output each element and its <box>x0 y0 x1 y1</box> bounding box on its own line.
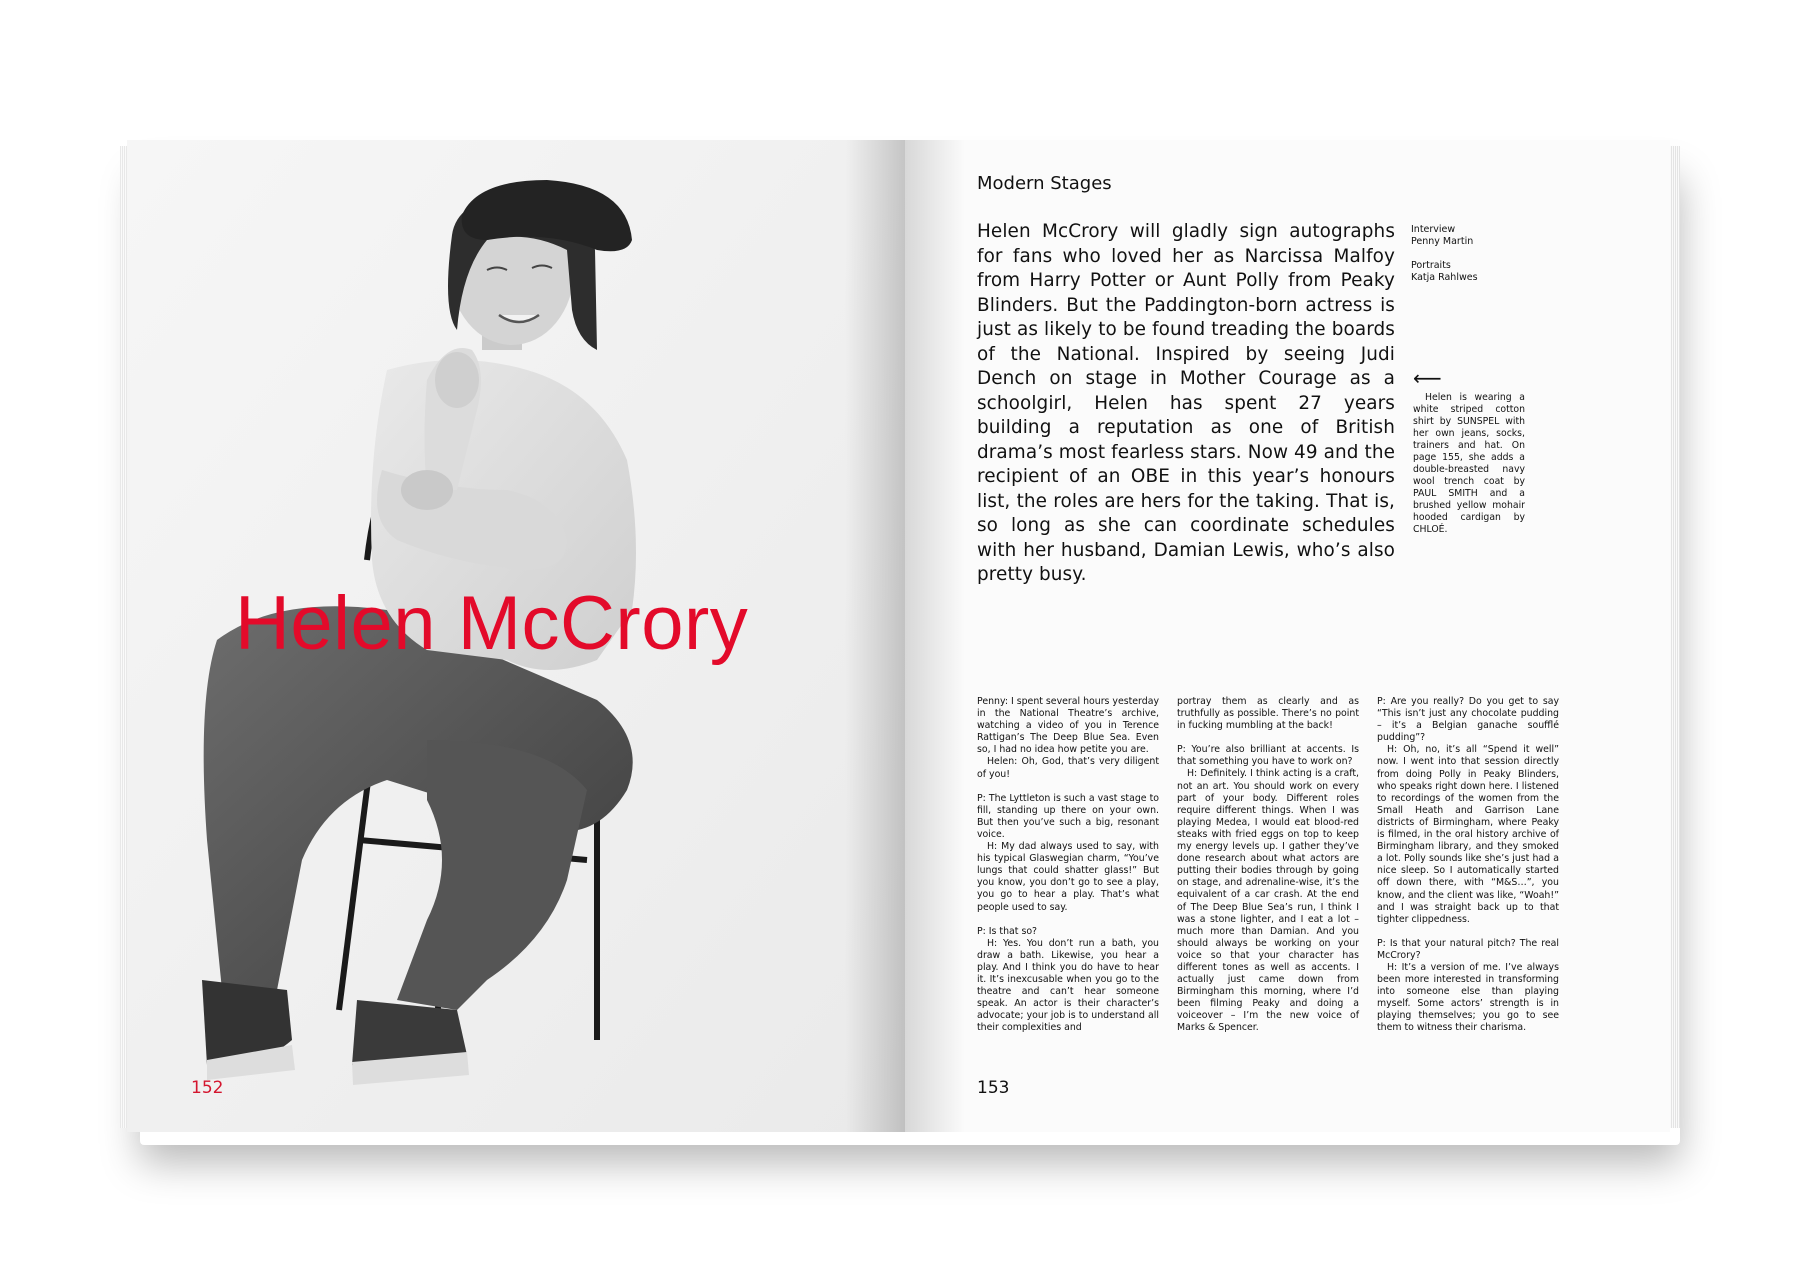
lede-paragraph: Helen McCrory will gladly sign autographs for fans who loved her as Narcissa Malfoy from Harry Potter or Aunt Polly from Peaky Blinders. But the Paddington-born actress is just as likely to be found treading the boards of the National. Inspired by seeing Judi Dench on stage in Mother Courage as a schoolgirl, Helen has spent 27 years building a reputation as one of British drama’s most fearless stars. Now 49 and the recipient of an OBE in this year’s honours list, the roles are hers for the taking. That is, so long as she can coordinate schedules with her husband, Damian Lewis, who’s also pretty busy. <box>977 221 1395 585</box>
body-column-1 <box>977 696 1159 1046</box>
paragraph: Penny: I spent several hours yesterday in the National Theatre’s archive, watching a video of you in Terence Rattigan’s The Deep Blue Sea. Even so, I had no idea how petite you are. <box>977 696 1159 756</box>
paragraph: P: The Lyttleton is such a vast stage to fill, standing up there on your own. But then you’ve such a big, resonant voice. <box>977 792 1159 840</box>
paragraph: P: Is that your natural pitch? The real McCrory? <box>1377 937 1559 961</box>
interview-name: Penny Martin <box>1411 236 1474 247</box>
page-number-left: 152 <box>191 1078 224 1098</box>
page-number-right: 153 <box>977 1078 1010 1098</box>
paragraph: H: Definitely. I think acting is a craft, not an art. You should work on every part of your body. Different roles require different things. When I was playing Medea, I would eat blood-red steaks with fried eggs on top to keep my energy levels up. I gather they’ve done research about what actors are putting their bodies through by going on stage, and adrenaline-wise, it’s the equivalent of a car crash. At the end of The Deep Blue Sea’s run, I think I was a stone lighter, and I eat a lot – much more than Damian. And you should always be working on your voice so that your character has different tones as well as accents. I actually just came down from Birmingham this morning, where I’d been filming Peaky and doing a voiceover – I’m the new voice of Marks & Spencer. <box>1177 768 1359 1034</box>
credits <box>1411 224 1521 284</box>
paragraph: H: Oh, no, it’s all “Spend it well” now. I went into that session directly from doing Polly in Peaky Blinders, who speaks right down here. I listened to recordings of the women from the Small Heath and Garrison Lane districts of Birmingham, where Peaky is filmed, in the oral history archive of Birmingham library, and they smoked a lot. Polly sounds like she’s just had a nice sleep. So I automatically started off down there, with “M&S…”, you know, and the client was like, “Woah!” and I was straight back up to that tighter clippedness. <box>1377 744 1559 925</box>
portraits-label: Portraits <box>1411 260 1451 271</box>
paragraph: P: Is that so? <box>977 925 1038 937</box>
body-column-3 <box>1377 696 1559 1047</box>
paragraph: H: It’s a version of me. I’ve always been more interested in transforming into someone else than playing myself. Some actors’ strength is in playing themselves; you go to see them to witness their charisma. <box>1377 961 1559 1034</box>
photo-caption: Helen is wearing a white striped cotton shirt by SUNSPEL with her own jeans, socks, trainers and hat. On page 155, she adds a double-breasted navy wool trench coat by PAUL SMITH and a brushed yellow mohair hooded cardigan by CHLOÉ. <box>1413 392 1525 535</box>
paragraph: Helen: Oh, God, that’s very diligent of you! <box>977 756 1159 780</box>
right-page <box>905 140 1670 1132</box>
section-title: Modern Stages <box>977 173 1112 194</box>
left-arrow-icon: ⟵ <box>1413 366 1442 390</box>
paragraph: portray them as clearly and as truthfully as possible. There’s no point in fucking mumbling at the back! <box>1177 696 1359 732</box>
paragraph: P: Are you really? Do you get to say “This isn’t just any chocolate pudding – it’s a Belgian ganache soufflé pudding”? <box>1377 696 1559 744</box>
paragraph: H: My dad always used to say, with his typical Glaswegian charm, “You’ve lungs that could shatter glass!” But you know, you don’t go to see a play, you go to hear a play. That’s what people used to say. <box>977 841 1159 913</box>
portraits-name: Katja Rahlwes <box>1411 272 1478 283</box>
left-page <box>127 140 905 1132</box>
interview-label: Interview <box>1411 224 1456 235</box>
paragraph: H: Yes. You don’t run a bath, you draw a bath. Likewise, you hear a play. And I think you do have to hear it. It’s inexcusable when you go to the theatre and can’t hear someone speak. An actor is their character’s advocate; your job is to understand all their complexities and <box>977 937 1159 1034</box>
body-column-2 <box>1177 696 1359 1047</box>
headline-name: Helen McCrory <box>235 581 749 666</box>
paragraph: P: You’re also brilliant at accents. Is that something you have to work on? <box>1177 744 1359 768</box>
